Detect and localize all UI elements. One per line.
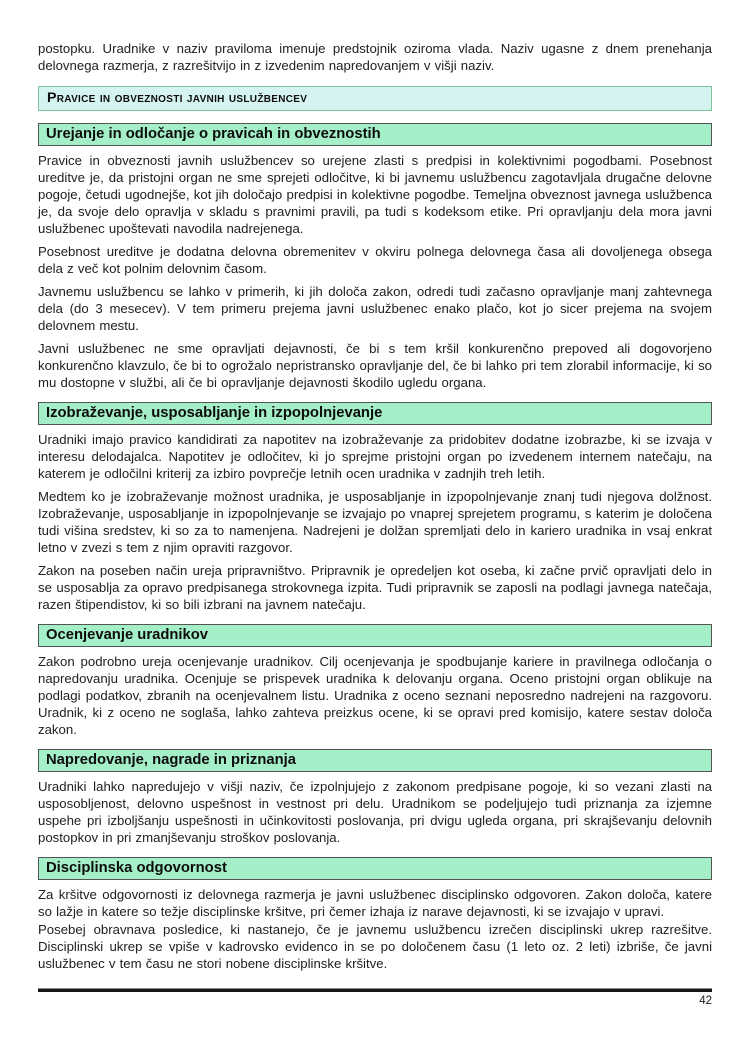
main-heading: Pravice in obveznosti javnih uslužbencev [38,86,712,111]
paragraph: Zakon podrobno ureja ocenjevanje uradnikov. Cilj ocenjevanja je spodbujanje kariere in pravilnega odločanja o napredovanju uradnika. Ocenjuje se prispevek uradnika k delovanju organa. Oceno pristojni organ oblikuje na podlagi podatkov, zbranih na ocenjevalnem listu. Uradnika z oceno seznani neposredno nadrejeni na razgovoru. Uradnik, ki z oceno ne soglaša, lahko zahteva preizkus ocene, ki se opravi pred komisijo, katere sestav določa zakon. [38,654,712,737]
paragraph: Posebnost ureditve je dodatna delovna obremenitev v okviru polnega delovnega časa ali dovoljenega obsega dela z več kot polnim delovnim časom. [38,244,712,276]
section-header: Izobraževanje, usposabljanje in izpopolnjevanje [38,402,712,425]
page-number: 42 [699,995,712,1007]
paragraph: Zakon na poseben način ureja pripravništvo. Pripravnik je opredeljen kot oseba, ki začne prvič opravljati delo in se usposablja za opravo predpisanega strokovnega izpita. Tudi pripravnik se zaposli na podlagi javnega natečaja, razen štipendistov, ki so bili izbrani na javnem natečaju. [38,563,712,612]
section-header: Disciplinska odgovornost [38,857,712,880]
paragraph: Uradniki imajo pravico kandidirati za napotitev na izobraževanje za pridobitev dodatne izobrazbe, ki se izvaja v interesu delodajalca. Napotitev je odločitev, ki jo sprejme pristojni organ po izvedenem internem natečaju, na katerem je odločilni kriterij za izbiro povprečje letnih ocen uradnika v zadnjih treh letih. [38,432,712,481]
section [38,749,712,846]
section [38,402,712,613]
section [38,624,712,738]
section-header: Napredovanje, nagrade in priznanja [38,749,712,772]
paragraph: Javnemu uslužbencu se lahko v primerih, ki jih določa zakon, odredi tudi začasno opravljanje manj zahtevnega dela (do 3 mesecev). V tem primeru prejema javni uslužbenec enako plačo, kot jo sicer prejema na svojem delovnem mestu. [38,284,712,333]
section-header: Ocenjevanje uradnikov [38,624,712,647]
intro-paragraph: postopku. Uradnike v naziv praviloma imenuje predstojnik oziroma vlada. Naziv ugasne z dnem prenehanja delovnega razmerja, z razrešitvijo in z izvedenim napredovanjem v višji naziv. [38,41,712,73]
section-header: Urejanje in odločanje o pravicah in obveznostih [38,123,712,146]
paragraph: Javni uslužbenec ne sme opravljati dejavnosti, če bi s tem kršil konkurenčno prepoved ali dogovorjeno konkurenčno klavzulo, če bi to ogrožalo nepristransko opravljanje del, če bi lahko pri tem zlorabil informacije, ki so mu dostopne v službi, ali če bi opravljanje dejavnosti škodilo ugledu organa. [38,341,712,390]
footer-rule [38,988,712,992]
page-footer [38,988,712,1007]
section [38,857,712,972]
paragraph: Za kršitve odgovornosti iz delovnega razmerja je javni uslužbenec disciplinsko odgovoren. Zakon določa, katere so lažje in katere so težje disciplinske kršitve, pri čemer izhaja iz narave dejavnosti, ki se izvajajo v upravi. [38,887,712,919]
paragraph: Posebej obravnava posledice, ki nastanejo, če je javnemu uslužbencu izrečen disciplinski ukrep razrešitve. Disciplinski ukrep se vpiše v kadrovsko evidenco in se po določenem času (1 leto oz. 2 leti) izbriše, če javni uslužbenec v tem času ne stori nobene disciplinske kršitve. [38,922,712,971]
section [38,123,712,391]
paragraph: Medtem ko je izobraževanje možnost uradnika, je usposabljanje in izpopolnjevanje znanj tudi njegova dolžnost. Izobraževanje, usposabljanje in izpopolnjevanje se izvajajo po vnaprej sprejetem programu, s katerim je določena tudi višina sredstev, ki so za to namenjena. Nadrejeni je dolžan spremljati delo in kariero uradnika in vsaj enkrat letno v zvezi s tem z njim opraviti razgovor. [38,489,712,555]
sections [38,123,712,972]
paragraph: Pravice in obveznosti javnih uslužbencev so urejene zlasti s predpisi in kolektivnimi pogodbami. Posebnost ureditve je, da pristojni organ ne sme sprejeti odločitve, ki bi javnemu uslužbencu zagotavljala drugačne delovne pogoje, četudi ugodnejše, kot jih določajo predpisi in kolektivne pogodbe. Temeljna obveznost javnega uslužbenca je, da svoje delo opravlja v skladu s pravnimi pravili, pa tudi s kodeksom etike. Pri opravljanju dela mora javni uslužbenec upoštevati navodila nadrejenega. [38,153,712,236]
paragraph: Uradniki lahko napredujejo v višji naziv, če izpolnjujejo z zakonom predpisane pogoje, ki so vezani zlasti na usposobljenost, delovno uspešnost in vestnost pri delu. Uradnikom se podeljujejo tudi priznanja za izjemne uspehe pri izboljšanju uspešnosti in učinkovitosti poslovanja, pri dvigu ugleda organa, pri skrajševanju delovnih postopkov in pri zmanjševanju stroškov poslovanja. [38,779,712,845]
